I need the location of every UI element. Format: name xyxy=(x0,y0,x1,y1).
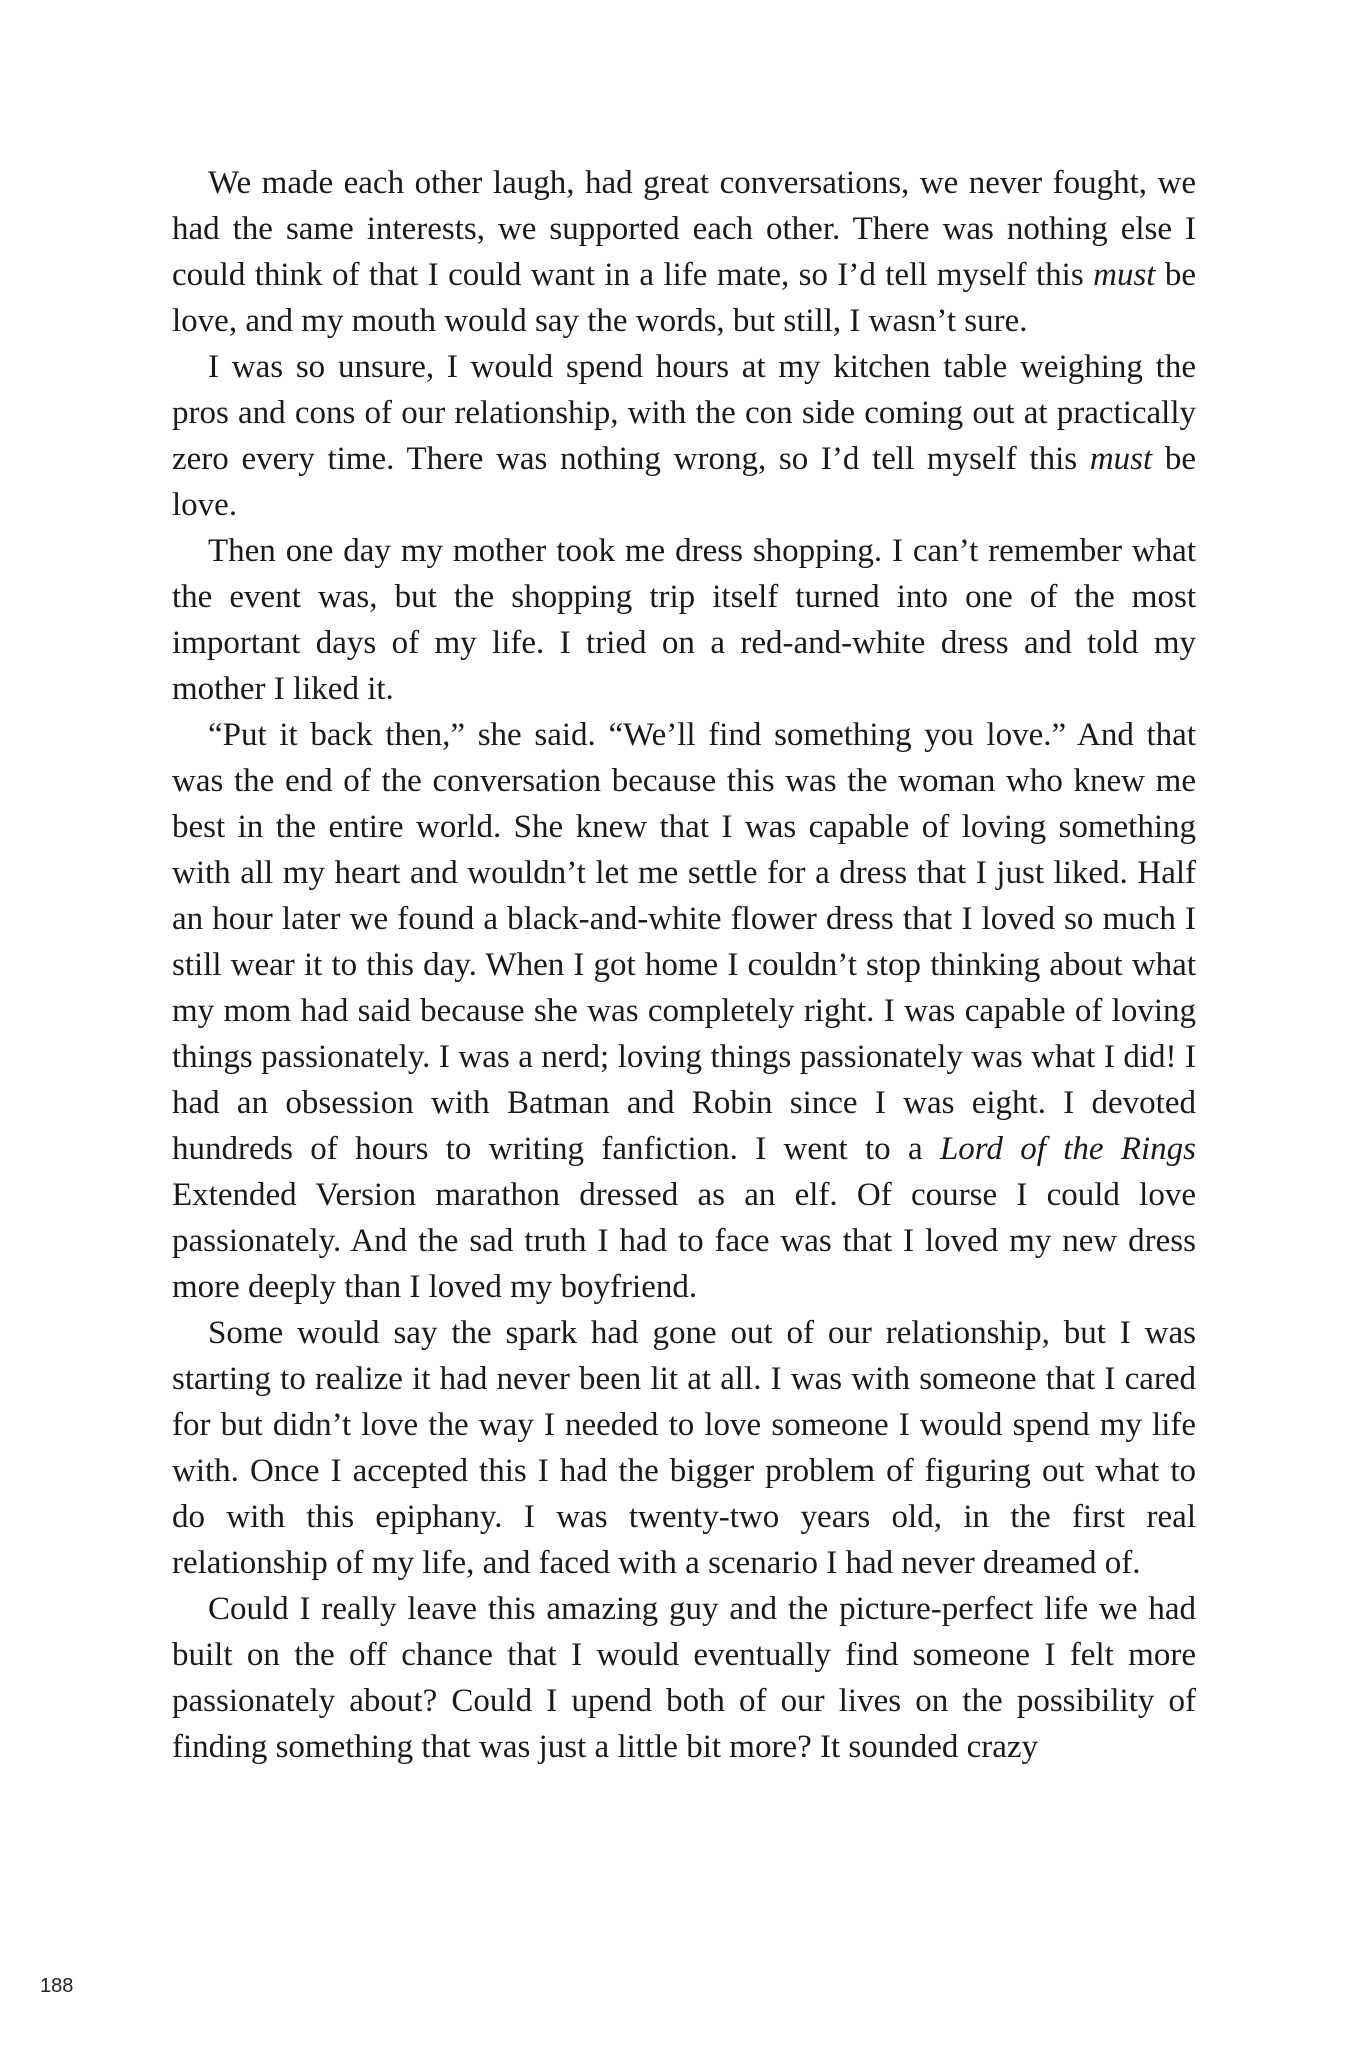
page-number: 188 xyxy=(40,1975,74,1997)
paragraph-text: be love, and my mouth would say the words, but still, I wasn’t sure. xyxy=(172,257,1196,339)
paragraph-text: “Put it back then,” she said. “We’ll find something you love.” And that was the end of the conversation because this was the woman who knew me best in the entire world. She knew that I was capable of loving something with all my heart and wouldn’t let me settle for a dress that I just liked. Half an hour later we found a black-and-white flower dress that I loved so much I still wear it to this day. When I got home I couldn’t stop thinking about what my mom had said because she was completely right. I was capable of loving things passionately. I was a nerd; loving things passionately was what I did! I had an obsession with Batman and Robin since I was eight. I devoted hundreds of hours to writing fanfiction. I went to a xyxy=(172,717,1196,1167)
paragraph-text: We made each other laugh, had great conversations, we never fought, we had the same interests, we supported each other. There was nothing else I could think of that I could want in a life mate, so I’d tell myself this xyxy=(172,165,1196,293)
paragraph xyxy=(172,528,1196,712)
paragraph-text: I was so unsure, I would spend hours at my kitchen table weighing the pros and cons of our relationship, with the con side coming out at practically zero every time. There was nothing wrong, so I’d tell myself this xyxy=(172,349,1196,477)
paragraph-text: Extended Version marathon dressed as an elf. Of course I could love passionately. And the sad truth I had to face was that I loved my new dress more deeply than I loved my boyfriend. xyxy=(172,1177,1196,1305)
paragraph-text: Could I really leave this amazing guy and the picture-perfect life we had built on the off chance that I would eventually find someone I felt more passionately about? Could I upend both of our lives on the possibility of finding something that was just a little bit more? It sounded crazy xyxy=(172,1591,1196,1765)
paragraph xyxy=(172,1310,1196,1586)
paragraph xyxy=(172,712,1196,1310)
paragraph xyxy=(172,344,1196,528)
paragraph xyxy=(172,160,1196,344)
emphasis-text: must xyxy=(1093,257,1156,293)
paragraph-text: Then one day my mother took me dress shopping. I can’t remember what the event was, but the shopping trip itself turned into one of the most important days of my life. I tried on a red-and-white dress and told my mother I liked it. xyxy=(172,533,1196,707)
paragraph-text: be love. xyxy=(172,441,1196,523)
book-title-emphasis: Lord of the Rings xyxy=(939,1131,1197,1167)
body-text xyxy=(172,160,1196,1770)
paragraph xyxy=(172,1586,1196,1770)
emphasis-text: must xyxy=(1089,441,1153,477)
paragraph-text: Some would say the spark had gone out of our relationship, but I was starting to realize it had never been lit at all. I was with someone that I cared for but didn’t love the way I needed to love someone I would spend my life with. Once I accepted this I had the bigger problem of figuring out what to do with this epiphany. I was twenty-two years old, in the first real relationship of my life, and faced with a scenario I had never dreamed of. xyxy=(172,1315,1196,1581)
